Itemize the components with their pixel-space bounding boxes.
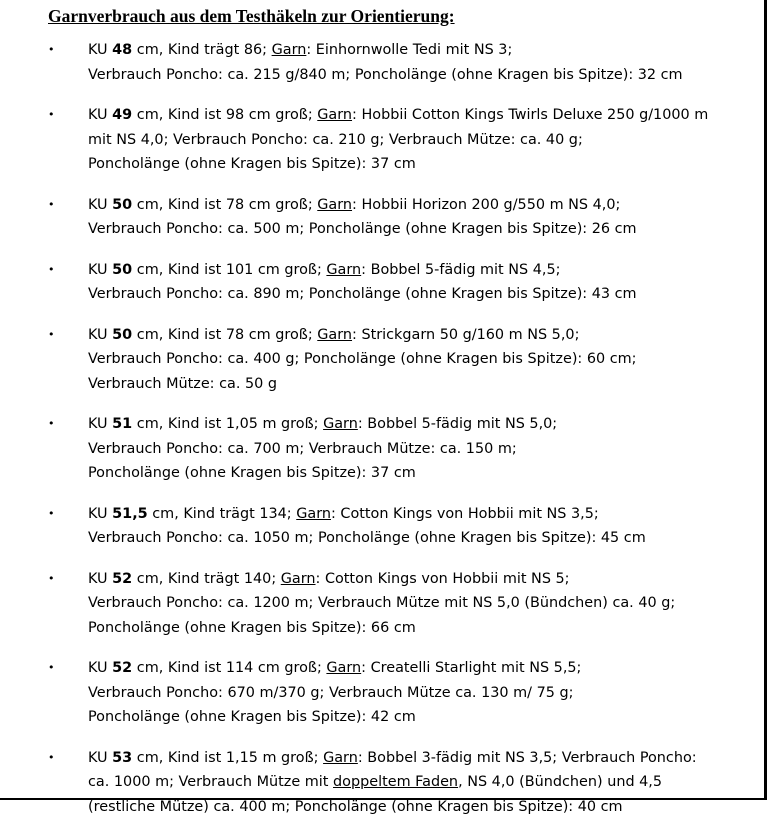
item-line	[88, 591, 760, 616]
item-text: KU	[88, 261, 113, 278]
bullet-icon: •	[48, 108, 55, 121]
item-line	[88, 258, 760, 283]
item-line	[88, 103, 760, 128]
item-text: cm, Kind trägt 86;	[132, 42, 272, 58]
item-line	[88, 746, 760, 771]
item-text: Verbrauch Poncho: 670 m/370 g; Verbrauch Mütze ca. 130 m/ 75 g;	[88, 684, 574, 701]
item-text: cm, Kind ist 1,05 m groß;	[132, 416, 324, 432]
item-line	[88, 372, 760, 397]
bullet-icon: •	[48, 417, 55, 430]
item-text: KU	[88, 749, 113, 766]
underlined-label: Garn	[326, 261, 362, 278]
item-line	[88, 681, 760, 706]
bullet-icon: •	[48, 750, 55, 764]
bullet-icon: •	[48, 661, 55, 674]
item-line	[88, 217, 760, 242]
item-line	[88, 63, 760, 88]
item-text: KU	[88, 660, 113, 676]
item-text: (restliche Mütze) ca. 400 m; Poncholänge (ohne Kragen bis Spitze): 40 cm	[88, 798, 623, 815]
item-text: , NS 4,0 (Bündchen) und 4,5	[458, 774, 663, 790]
list-item	[0, 567, 760, 641]
item-text: cm, Kind ist 114 cm groß;	[132, 660, 327, 676]
item-text: cm, Kind ist 1,15 m groß;	[132, 749, 324, 766]
head-circumference-value: 52	[112, 570, 133, 587]
bullet-icon: •	[48, 506, 55, 520]
item-line	[88, 656, 760, 681]
item-text: : Createlli Starlight mit NS 5,5;	[361, 660, 582, 676]
item-text: Poncholänge (ohne Kragen bis Spitze): 66 cm	[88, 619, 416, 636]
item-text: Verbrauch Poncho: ca. 500 m; Poncholänge (ohne Kragen bis Spitze): 26 cm	[88, 221, 637, 237]
item-line	[88, 526, 760, 551]
list-item	[0, 656, 760, 730]
item-text: : Cotton Kings von Hobbii mit NS 5;	[315, 570, 570, 587]
item-text: : Cotton Kings von Hobbii mit NS 3,5;	[331, 505, 599, 522]
item-text: cm, Kind ist 98 cm groß;	[132, 107, 318, 123]
list-item	[0, 103, 760, 177]
list-item	[0, 193, 760, 242]
bullet-icon: •	[48, 262, 55, 276]
item-text: Verbrauch Poncho: ca. 400 g; Poncholänge (ohne Kragen bis Spitze): 60 cm;	[88, 351, 637, 367]
underlined-label: Garn	[317, 196, 353, 213]
bullet-icon: •	[48, 197, 55, 211]
bullet-icon: •	[48, 327, 55, 341]
underlined-label: Garn	[296, 505, 331, 522]
item-text: : Einhornwolle Tedi mit NS 3;	[306, 42, 513, 58]
item-text: KU	[88, 416, 113, 432]
item-line	[88, 437, 760, 462]
item-text: cm, Kind trägt 140;	[132, 570, 281, 587]
yarn-usage-list	[0, 38, 760, 835]
item-line	[88, 347, 760, 372]
bullet-icon: •	[48, 43, 55, 56]
item-line	[88, 128, 760, 153]
item-line	[88, 795, 760, 820]
item-line	[88, 770, 760, 795]
item-line	[88, 461, 760, 486]
item-text: : Hobbii Cotton Kings Twirls Deluxe 250 g/1000 m	[352, 107, 709, 123]
head-circumference-value: 53	[112, 749, 133, 766]
bullet-icon: •	[48, 571, 55, 585]
item-line	[88, 38, 760, 63]
underlined-label: Garn	[317, 107, 353, 123]
underlined-label: Garn	[317, 326, 353, 343]
item-text: Verbrauch Poncho: ca. 1200 m; Verbrauch Mütze mit NS 5,0 (Bündchen) ca. 40 g;	[88, 595, 676, 611]
item-text: cm, Kind ist 78 cm groß;	[132, 196, 318, 213]
item-line	[88, 412, 760, 437]
item-text: : Bobbel 3-fädig mit NS 3,5; Verbrauch Poncho:	[357, 749, 697, 766]
item-text: : Bobbel 5-fädig mit NS 5,0;	[357, 416, 558, 432]
underlined-label: Garn	[323, 749, 358, 766]
item-line	[88, 502, 760, 527]
item-text: KU	[88, 42, 113, 58]
list-item	[0, 38, 760, 87]
item-text: Poncholänge (ohne Kragen bis Spitze): 37 cm	[88, 465, 416, 481]
underlined-label: doppeltem Faden	[333, 774, 459, 790]
list-item	[0, 502, 760, 551]
item-line	[88, 152, 760, 177]
list-item	[0, 323, 760, 397]
item-text: ca. 1000 m; Verbrauch Mütze mit	[88, 774, 334, 790]
item-text: mit NS 4,0; Verbrauch Poncho: ca. 210 g; Verbrauch Mütze: ca. 40 g;	[88, 131, 583, 148]
item-line	[88, 705, 760, 730]
item-text: cm, Kind ist 78 cm groß;	[132, 326, 318, 343]
item-text: KU	[88, 505, 113, 522]
head-circumference-value: 50	[112, 326, 133, 343]
item-text: KU	[88, 196, 113, 213]
head-circumference-value: 52	[112, 660, 133, 676]
list-item	[0, 746, 760, 820]
head-circumference-value: 49	[112, 107, 133, 123]
head-circumference-value: 50	[112, 261, 133, 278]
head-circumference-value: 50	[112, 196, 133, 213]
item-text: Poncholänge (ohne Kragen bis Spitze): 37 cm	[88, 156, 416, 172]
item-text: KU	[88, 326, 113, 343]
underlined-label: Garn	[323, 416, 358, 432]
head-circumference-value: 51,5	[112, 505, 148, 522]
item-line	[88, 193, 760, 218]
item-text: : Bobbel 5-fädig mit NS 4,5;	[361, 261, 561, 278]
underlined-label: Garn	[271, 42, 307, 58]
item-text: Verbrauch Poncho: ca. 890 m; Poncholänge (ohne Kragen bis Spitze): 43 cm	[88, 286, 637, 302]
page-title: Garnverbrauch aus dem Testhäkeln zur Orientierung:	[48, 6, 455, 26]
item-text: Verbrauch Poncho: ca. 215 g/840 m; Poncholänge (ohne Kragen bis Spitze): 32 cm	[88, 66, 683, 83]
item-text: Poncholänge (ohne Kragen bis Spitze): 42 cm	[88, 709, 416, 725]
list-item	[0, 258, 760, 307]
item-text: KU	[88, 570, 113, 587]
item-line	[88, 616, 760, 641]
head-circumference-value: 51	[112, 416, 133, 432]
item-text: Verbrauch Poncho: ca. 700 m; Verbrauch Mütze: ca. 150 m;	[88, 440, 517, 457]
item-text: KU	[88, 107, 113, 123]
underlined-label: Garn	[326, 660, 362, 676]
list-item	[0, 412, 760, 486]
item-line	[88, 323, 760, 348]
item-text: Verbrauch Poncho: ca. 1050 m; Poncholänge (ohne Kragen bis Spitze): 45 cm	[88, 530, 646, 546]
item-text: : Hobbii Horizon 200 g/550 m NS 4,0;	[352, 196, 621, 213]
item-line	[88, 282, 760, 307]
head-circumference-value: 48	[112, 42, 133, 58]
item-text: cm, Kind trägt 134;	[147, 505, 297, 522]
item-text: : Strickgarn 50 g/160 m NS 5,0;	[352, 326, 580, 343]
item-text: cm, Kind ist 101 cm groß;	[132, 261, 327, 278]
underlined-label: Garn	[280, 570, 316, 587]
item-text: Verbrauch Mütze: ca. 50 g	[88, 375, 278, 392]
item-line	[88, 567, 760, 592]
